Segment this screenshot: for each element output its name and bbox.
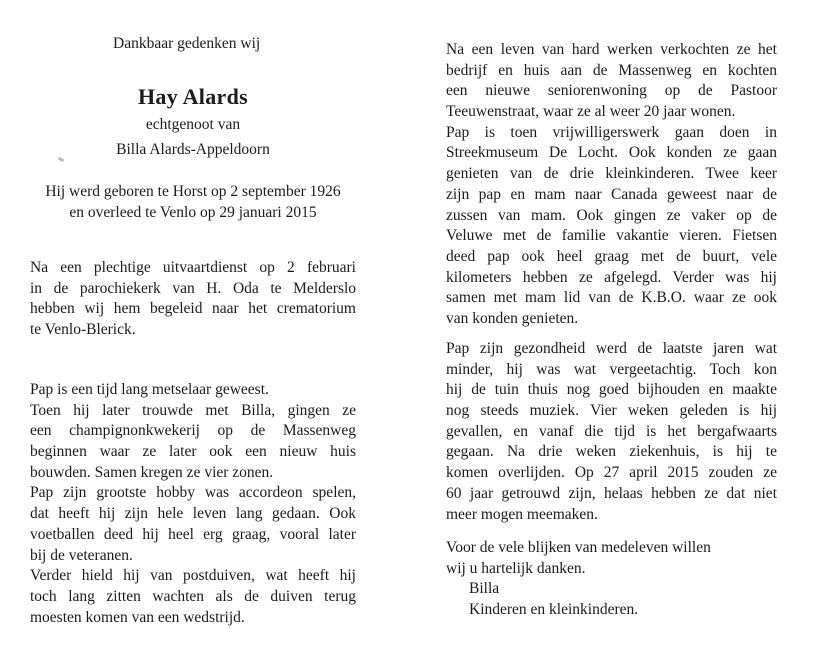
text-line: Na een leven van hard werken verkochten ze het bbox=[446, 41, 777, 58]
signature-line: Billa bbox=[469, 580, 500, 597]
signature-line: Kinderen en kleinkinderen. bbox=[469, 600, 639, 618]
text-line: bedrijf en huis aan de Massenweg en kochten bbox=[446, 61, 777, 79]
life-paragraph bbox=[30, 380, 356, 628]
birth-line: Hij werd geboren te Horst op 2 september 1926 bbox=[45, 183, 341, 200]
text-line: 60 jaar getrouwd zijn, helaas hebben ze dat niet bbox=[446, 484, 777, 502]
text-line: meer mogen meemaken. bbox=[446, 505, 598, 523]
text-line: zijn pap en mam naar Canada geweest naar de bbox=[446, 185, 777, 203]
text-line: te Venlo-Blerick. bbox=[30, 321, 136, 339]
text-line: toch lang zitten wachten als de duiven terug bbox=[30, 587, 356, 605]
text-line: bij de veteranen. bbox=[30, 546, 133, 564]
intro-text: Dankbaar gedenken wij bbox=[113, 35, 261, 52]
text-line: hij de tuin thuis nog goed bijhouden en maakte bbox=[446, 381, 777, 399]
text-line: een nieuwe seniorenwoning op de Pastoor bbox=[446, 82, 777, 100]
text-line: Veluwe met de familie vakantie vieren. Fietsen bbox=[446, 227, 777, 245]
spouse-label: echtgenoot van bbox=[145, 116, 241, 133]
text-line: dat heeft hij zijn hele leven lang gedaan. Ook bbox=[30, 505, 356, 523]
text-line: een champignonkwekerij op de Massenweg bbox=[30, 422, 356, 440]
text-line: gevallen, en vanaf die tijd is het bergafwaarts bbox=[446, 422, 777, 440]
text-line: van konden genieten. bbox=[446, 309, 579, 327]
text-line: Pap zijn grootste hobby was accordeon spelen, bbox=[30, 484, 356, 502]
text-line: in de parochiekerk van H. Oda te Melderslo bbox=[30, 279, 356, 297]
text-line: minder, hij was wat vergeetachtig. Toch kon bbox=[446, 360, 777, 378]
text-line: Voor de vele blijken van medeleven willen bbox=[446, 539, 711, 556]
text-line: kilometers hebben ze afgelegd. Verder was hij bbox=[446, 268, 777, 286]
funeral-paragraph bbox=[30, 258, 356, 341]
later-life-paragraph bbox=[446, 40, 777, 330]
text-line: zussen van mam. Ook gingen ze vaker op de bbox=[446, 206, 777, 224]
text-line: Toen hij later trouwde met Billa, gingen ze bbox=[30, 401, 356, 419]
spouse-name: Billa Alards-Appeldoorn bbox=[116, 141, 270, 158]
text-line: hebben wij hem begeleid naar het crematorium bbox=[30, 300, 356, 318]
death-line: en overleed te Venlo op 29 januari 2015 bbox=[69, 204, 317, 221]
text-line: bouwden. Samen kregen ze vier zonen. bbox=[30, 463, 274, 481]
text-line: beginnen waar ze later ook een nieuw huis bbox=[30, 443, 356, 461]
text-line: Teeuwenstraat, waar ze al weer 20 jaar wonen. bbox=[446, 103, 736, 121]
text-line: gegaan. Na drie weken ziekenhuis, is hij te bbox=[446, 443, 777, 461]
text-line: wij u hartelijk danken. bbox=[446, 559, 586, 577]
text-line: Na een plechtige uitvaartdienst op 2 februari bbox=[30, 259, 356, 276]
life-dates bbox=[0, 181, 386, 223]
text-line: Verder hield hij van postduiven, wat heeft hij bbox=[30, 567, 356, 585]
health-paragraph bbox=[446, 339, 777, 525]
text-line: voetballen deed hij heel erg graag, vooral later bbox=[30, 525, 356, 543]
text-line: Pap is een tijd lang metselaar geweest. bbox=[30, 381, 269, 398]
text-line: samen met mam lid van de K.B.O. waar ze ook bbox=[446, 289, 777, 307]
text-line: Streekmuseum De Locht. Ook konden ze gaan bbox=[446, 144, 777, 162]
text-line: moesten komen van een wedstrijd. bbox=[30, 608, 245, 626]
right-page bbox=[408, 0, 816, 657]
deceased-name: Hay Alards bbox=[138, 84, 248, 109]
text-line: genieten van de drie kleinkinderen. Twee keer bbox=[446, 165, 777, 183]
text-line: komen overlijden. Op 27 april 2015 zouden ze bbox=[446, 464, 777, 482]
text-line: deed pap ook heel graag met de buurt, vele bbox=[446, 247, 777, 265]
text-line: nog steeds muziek. Vier weken geleden is hij bbox=[446, 402, 777, 420]
closing-thanks bbox=[446, 538, 711, 620]
text-line: Pap zijn gezondheid werd de laatste jaren wat bbox=[446, 340, 777, 357]
text-line: Pap is toen vrijwilligerswerk gaan doen in bbox=[446, 123, 777, 141]
